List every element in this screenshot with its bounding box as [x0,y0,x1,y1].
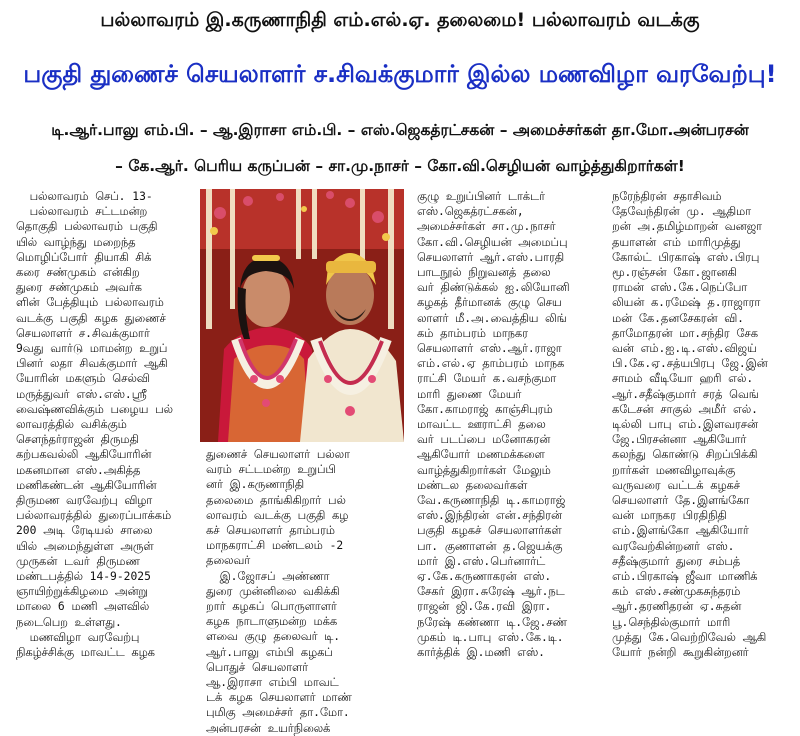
headline-line-1: பல்லாவரம் இ.கருணாநிதி எம்.எல்.ஏ. தலைமை! பல்லாவரம் வடக்கு [100,8,700,31]
article-column-3: குழு உறுப்பினர் டாக்டர் எஸ்.ஜெகத்ரட்சகன், அமைச்சர்கள் சா.மு.நாசர் கோ.வி.செழியன் அமைப்பு செயலாளர் ஆர்.எஸ்.பாரதி பாடநூல் நிறுவனத் தலை வர் திண்டுக்கல் ஐ.லியோனி கழகத் தீர்மானக் குழு செய லாளர் மீ.அ.வைத்திய லிங் கம் தாம்பரம் மாநகர செயலாளர் எஸ்.ஆர்.ராஜா எம்.எல்.ஏ தாம்பரம் மாநக ராட்சி மேயர் க.வசந்குமா மாரி துணை மேயர் கோ.காமராஜ் காஞ்சிபுரம் மாவட்ட ஊராட்சி தலை வர் படப்பை மனோகரன் ஆகியோர் மணமக்களை வாழ்த்துகிறார்கள் மேலும் மண்டல தலைவர்கள் வே.கருணாநிதி டி.காமராஜ் எஸ்.இந்திரன் என்.சந்திரன் பகுதி கழகச் செயலாளர்கள் பா. குணாளன் த.ஜெயக்கு மார் இ.எஸ்.பெர்னார்ட் ஏ.கே.கருணாகரன் எஸ். சேகர் இரா.சுரேஷ் ஆர்.நட ராஜன் ஜி.கே.ரவி இரா. நரேஷ் கண்ணா டி.ஜே.சண் முகம் டி.பாபு எஸ்.கே.டி. கார்த்திக் இ.மணி எஸ். [417,190,570,660]
headline-line-4: – கே.ஆர். பெரிய கருப்பன் – சா.மு.நாசர் – கோ.வி.செழியன் வாழ்த்துகிறார்கள்! [115,157,685,175]
article-column-1: பல்லாவரம் செப். 13- பல்லாவரம் சட்டமன்ற தொகுதி பல்லாவரம் பகுதி யில் வாழ்ந்து மறைந்த மொழிப்போர் தியாகி சிக் கரை சண்முகம் என்கிற துரை சண்முகம் அவர்க ளின் பேத்தியும் பல்லாவரம் வடக்கு பகுதி கழக துணைச் செயலாளர் ச.சிவக்குமார் 9வது வார்டு மாமன்ற உறுப் பினர் லதா சிவக்குமார் ஆகி யோரின் மகளும் செல்வி மருத்துவர் எஸ்.எஸ்.ஸ்ரீ வைஷ்ணவிக்கும் பழைய பல் லாவரத்தில் வசிக்கும் சௌந்தர்ராஜன் திருமதி கற்பகவல்லி ஆகியோரின் மகனமான எஸ்.அகித்த மணிகண்டன் ஆகியோரின் திருமண வரவேற்பு விழா பல்லாவரத்தில் துரைப்பாக்கம் 200 அடி ரேடியல் சாலை யில் அமைந்துள்ள அருள் முருகன் டவர் திருமண மண்டபத்தில் 14-9-2025 ஞாயிற்றுக்கிழமை அன்று மாலை 6 மணி அளவில் நடைபெற உள்ளது. மணவிழா வரவேற்பு நிகழ்ச்சிக்கு மாவட்ட கழக [16,190,173,660]
headline-line-3: டி.ஆர்.பாலு எம்.பி. – ஆ.இராசா எம்.பி. – எஸ்.ஜெகத்ரட்சகன் – அமைச்சர்கள் தா.மோ.அன்பரசன் [51,121,749,139]
wedding-couple-photo [200,189,404,442]
article-column-2: துணைச் செயலாளர் பல்லா வரம் சட்டமன்ற உறுப்பி னர் இ.கருணாநிதி தலைமை தாங்கிகிறார் பல் லாவரம் வடக்கு பகுதி கழ கச் செயலாளர் தாம்பரம் மாநகராட்சி மண்டலம் -2 தலைவர் இ.ஜோசப் அண்ணா துரை முன்னிலை வகிக்கி றார் கழகப் பொருளாளர் கழக நாடாளுமன்ற மக்க ளவை குழு தலைவர் டி. ஆர்.பாலு எம்பி கழகப் பொதுச் செயலாளர் ஆ.இராசா எம்பி மாவட் டக் கழக செயலாளர் மாண் புமிகு அமைச்சர் தா.மோ. அன்பரசன் உயர்நிலைக் [206,448,352,735]
headline-line-2: பகுதி துணைச் செயலாளர் ச.சிவக்குமார் இல்ல மணவிழா வரவேற்பு! [23,59,777,88]
article-column-4: நரேந்திரன் சதாசிவம் தேவேந்திரன் மு. ஆதிமா றன் அ.தமிழ்மாறன் வனஜா தயாளன் எம் மாரிமுத்து கோல்ட் பிரகாஷ் எஸ்.பிரபு மூ.ரஞ்சன் கோ.ஜானகி ராமன் எஸ்.கே.நெப்போ லியன் க.ரமேஷ் த.ராஜாரா மன் கே.தனசேகரன் வி. தாமோதரன் மா.சந்திர சேக வன் எம்.ஐ.டி.எஸ்.விஜய் பி.கே.ஏ.சத்யபிரபு ஜே.இன் சாமம் வீடியோ ஹரி எல். ஆர்.சதீஷ்குமார் சரத் வெங் கடேசன் சாகுல் அமீர் எல். டில்லி பாபு எம்.இளவரசன் ஜே.பிரசன்னா ஆகியோர் கலந்து கொண்டு சிறப்பிக்கி றார்கள் மணவிழாவுக்கு வருவரை வட்டக் கழகச் செயலாளர் தே.இளங்கோ வன் மாநகர பிரதிநிதி எம்.இளங்கோ ஆகியோர் வரவேற்கின்றனர் எஸ். சதீஷ்குமார் துரை சம்பத் எம்.பிரகாஷ் ஜீவா மாணிக் கம் எஸ்.சண்முகசுந்தரம் ஆர்.தரணிதரன் ஏ.சுதன் பூ.செந்தில்குமார் மாரி முத்து கே.வெற்றிவேல் ஆகி யோர் நன்றி கூறுகின்றனர் [612,190,768,660]
